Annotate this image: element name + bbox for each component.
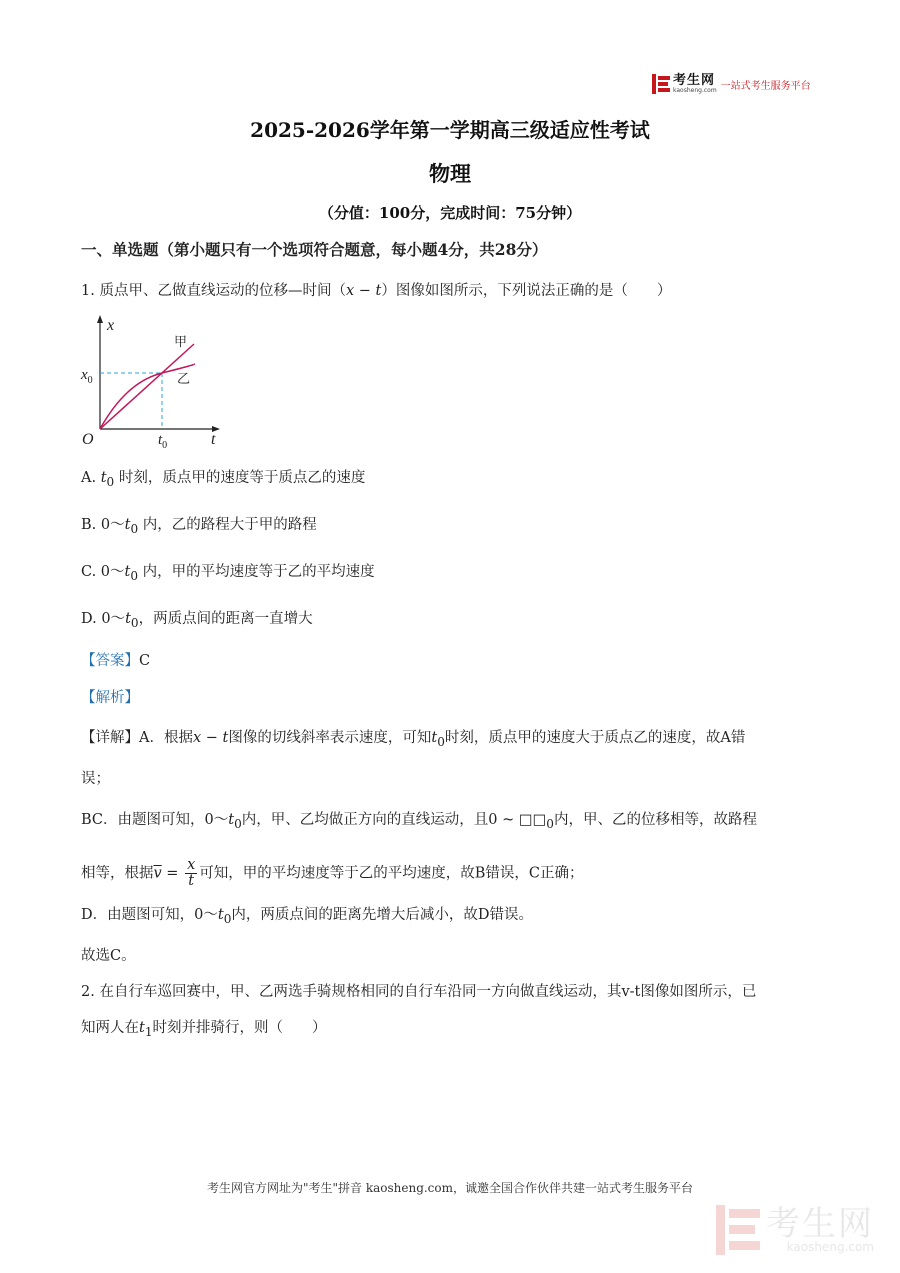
q1-xt-graph	[78, 312, 228, 452]
watermark	[716, 1205, 874, 1255]
detail-line-4: 相等，根据$\overline{v}$ = $\frac{x}{t}$ 可知，甲的平均速度等于乙的平均速度，故B错误，C正确；	[81, 857, 584, 889]
logo-text: 考生网	[673, 73, 716, 88]
analysis-tag: 【解析】	[81, 690, 139, 706]
detail-line-1: 【详解】A．根据x − t图像的切线斜率表示速度，可知$t_0$时刻，质点甲的速度大于质点乙的速度，故A错	[81, 730, 746, 749]
x-axis-label: t	[211, 431, 216, 448]
logo-slogan: 一站式考生服务平台	[720, 80, 811, 92]
curve-jia-label: 甲	[174, 335, 188, 350]
q1-stem	[81, 281, 671, 301]
logo-domain: kaosheng.com	[673, 87, 717, 94]
q1-stem-a: 1. 质点甲、乙做直线运动的位移—时间（	[81, 283, 346, 299]
exam-info: （分值：100分，完成时间：75分钟）	[318, 204, 582, 222]
kaosheng-logo-icon	[652, 74, 670, 94]
x0-label: $x_0$	[81, 367, 93, 386]
answer-tag: 【答案】	[81, 653, 139, 669]
y-axis-arrow	[97, 315, 103, 323]
header-logo	[652, 73, 811, 95]
detail-line-5: D．由题图可知，$0\sim t_0$内，两质点间的距离先增大后减小，故D错误。	[81, 907, 533, 926]
watermark-logo-icon	[716, 1205, 760, 1255]
origin-label: O	[82, 431, 94, 448]
detail-line-2: 误；	[81, 771, 110, 787]
option-d: D. $0\sim t_0$，两质点间的距离一直增大	[81, 611, 313, 630]
q1-stem-b: ）图像如图所示，下列说法正确的是（ ）	[381, 283, 672, 299]
fraction-x-over-t: $\frac{x}{t}$	[187, 857, 196, 889]
exam-subject: 物理	[429, 161, 471, 186]
q1-stem-var: x − t	[345, 283, 382, 299]
option-b: B. $0\sim t_0$ 内，乙的路程大于甲的路程	[81, 517, 317, 536]
q2-stem-line-2: 知两人在$t_1$时刻并排骑行，则（ ）	[81, 1020, 327, 1039]
t0-label: $t_0$	[158, 432, 168, 451]
section-heading: 一、单选题（第小题只有一个选项符合题意，每小题4分，共28分）	[81, 240, 548, 259]
y-axis-label: x	[107, 317, 115, 334]
answer-value: C	[139, 653, 151, 669]
curve-yi-label: 乙	[177, 372, 191, 387]
watermark-cn: 考生网	[766, 1204, 874, 1244]
detail-line-6: 故选C。	[81, 948, 136, 964]
option-c: C. $0\sim t_0$ 内，甲的平均速度等于乙的平均速度	[81, 564, 375, 583]
answer-line	[81, 651, 150, 671]
exam-title: 2025-2026学年第一学期高三级适应性考试	[250, 118, 650, 142]
q2-stem-line-1: 2. 在自行车巡回赛中，甲、乙两选手骑规格相同的自行车沿同一方向做直线运动，其v-t图像如图所示，已	[81, 984, 757, 1000]
detail-line-3: BC．由题图可知，$0\sim t_0$内，甲、乙均做正方向的直线运动，且0 ~ $□□_0$内，甲、乙的位移相等，故路程	[81, 812, 757, 831]
watermark-en: kaosheng.com	[786, 1240, 874, 1254]
option-a: A. $t_0$ 时刻，质点甲的速度等于质点乙的速度	[81, 470, 366, 489]
footer-text: 考生网官方网址为"考生"拼音 kaosheng.com，诚邀全国合作伙伴共建一站式考生服务平台	[206, 1181, 694, 1195]
